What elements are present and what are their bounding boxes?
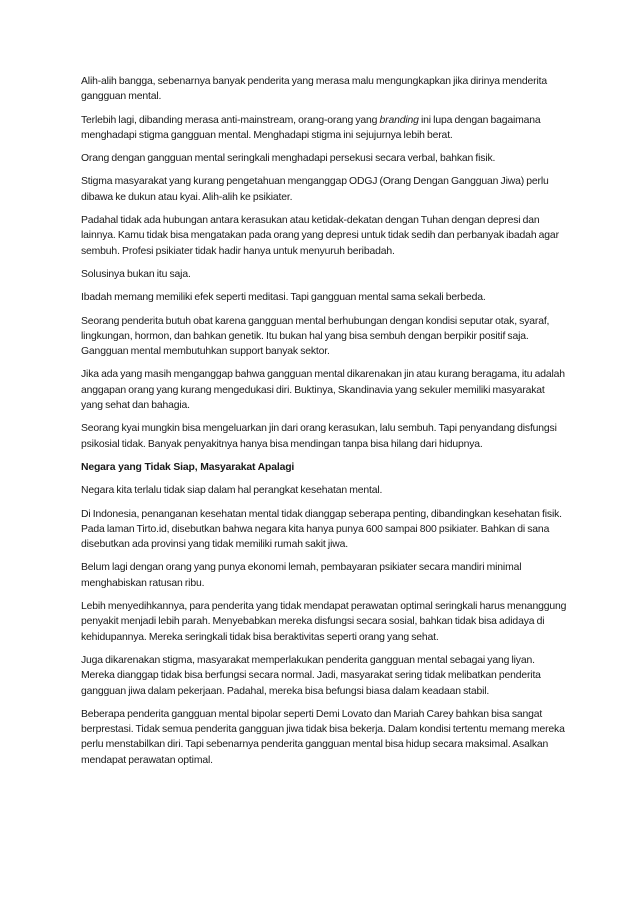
section-paragraph-1: Negara kita terlalu tidak siap dalam hal perangkat kesehatan mental.: [81, 485, 383, 497]
section-heading: Negara yang Tidak Siap, Masyarakat Apalagi: [81, 461, 295, 473]
section-paragraph-2: Di Indonesia, penanganan kesehatan mental tidak dianggap seberapa penting, dibandingkan kesehatan fisik. Pada laman Tirto.id, disebutkan bahwa negara kita hanya punya 600 sampai 800 psikiater. Bahkan di sana disebutkan ada provinsi yang tidak memiliki rumah sakit jiwa.: [81, 508, 562, 551]
section-paragraph-4: Lebih menyedihkannya, para penderita yang tidak mendapat perawatan optimal seringkali harus menanggung penyakit menjadi lebih parah. Menyebabkan mereka disfungsi secara sosial, bahkan tidak bisa adidaya di kehidupannya. Mereka seringkali tidak bisa beraktivitas seperti orang yang sehat.: [81, 601, 567, 643]
paragraph-8: Seorang penderita butuh obat karena gangguan mental berhubungan dengan kondisi seputar otak, syaraf, lingkungan, hormon, dan bahkan genetik. Itu bukan hal yang bisa sembuh dengan berpikir positif saja. Gangguan mental membutuhkan support banyak sektor.: [81, 315, 550, 358]
paragraph-7: Ibadah memang memiliki efek seperti meditasi. Tapi gangguan mental sama sekali berbeda.: [81, 292, 486, 304]
section-paragraph-5: Juga dikarenakan stigma, masyarakat memperlakukan penderita gangguan mental sebagai yang liyan. Mereka dianggap tidak bisa berfungsi secara normal. Jadi, masyarakat sering tidak melibatkan penderita gangguan jiwa dalam pekerjaan. Padahal, mereka bisa befungsi biasa dalam keadaan stabil.: [81, 654, 541, 697]
paragraph-2-after: ini lupa dengan bagaimana menghadapi stigma gangguan mental. Menghadapi stigma ini sejujurnya lebih berat.: [81, 114, 541, 141]
paragraph-9: Jika ada yang masih menganggap bahwa gangguan mental dikarenakan jin atau kurang beragama, itu adalah anggapan orang yang kurang mengedukasi diri. Buktinya, Skandinavia yang sekuler memiliki masyarakat yang sehat dan bahagia.: [81, 369, 565, 412]
paragraph-2-emphasis: branding: [379, 114, 419, 126]
paragraph-2-before: Terlebih lagi, dibanding merasa anti-mainstream, orang-orang yang: [81, 114, 380, 126]
paragraph-3: Orang dengan gangguan mental seringkali menghadapi persekusi secara verbal, bahkan fisik.: [81, 153, 496, 165]
paragraph-6: Solusinya bukan itu saja.: [81, 268, 191, 280]
paragraph-10: Seorang kyai mungkin bisa mengeluarkan jin dari orang kerasukan, lalu sembuh. Tapi penyandang disfungsi psikosial tidak. Banyak penyakitnya hanya bisa mendingan tanpa bisa hilang dari hidupnya.: [81, 423, 557, 450]
paragraph-1: Alih-alih bangga, sebenarnya banyak penderita yang merasa malu mengungkapkan jika dirinya menderita gangguan mental.: [81, 76, 548, 103]
section-paragraph-3: Belum lagi dengan orang yang punya ekonomi lemah, pembayaran psikiater secara mandiri minimal menghabiskan ratusan ribu.: [81, 562, 522, 589]
paragraph-4: Stigma masyarakat yang kurang pengetahuan menganggap ODGJ (Orang Dengan Gangguan Jiwa) perlu dibawa ke dukun atau kyai. Alih-alih ke psikiater.: [81, 176, 549, 203]
section-paragraph-6: Beberapa penderita gangguan mental bipolar seperti Demi Lovato dan Mariah Carey bahkan bisa sangat berprestasi. Tidak semua penderita gangguan jiwa tidak bisa bekerja. Dalam kondisi tertentu memang mereka perlu menstabilkan diri. Tapi sebenarnya penderita gangguan mental bisa hidup secara maksimal. Asalkan mendapat perawatan optimal.: [81, 708, 565, 766]
paragraph-5: Padahal tidak ada hubungan antara kerasukan atau ketidak-dekatan dengan Tuhan dengan depresi dan lainnya. Kamu tidak bisa mengatakan pada orang yang depresi untuk tidak sedih dan perbanyak ibadah agar sembuh. Profesi psikiater tidak hadir hanya untuk menyuruh beribadah.: [81, 215, 559, 257]
paragraph-2: [81, 113, 568, 144]
